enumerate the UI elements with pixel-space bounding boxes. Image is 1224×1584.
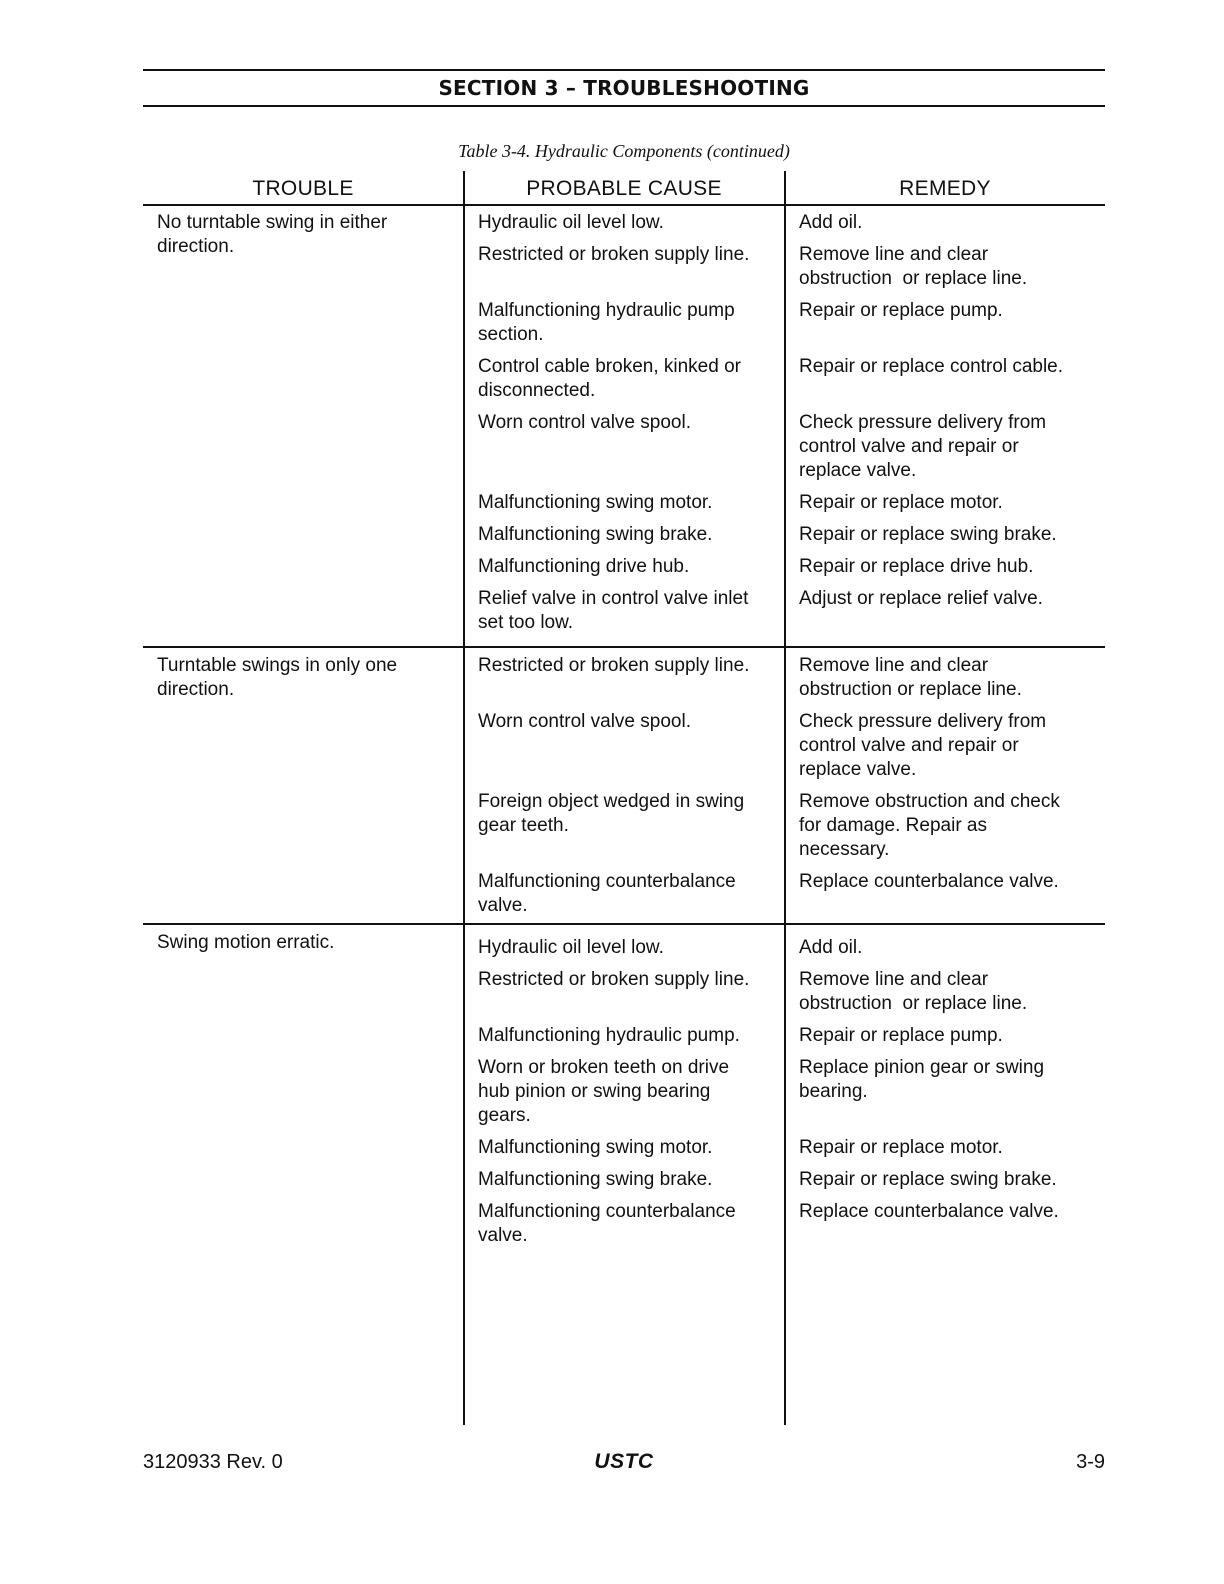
remedy-cell: Repair or replace motor. [799,1137,1003,1158]
table-header-rule [143,204,1105,206]
document-number: 3120933 Rev. 0 [143,1451,283,1473]
cause-cell: Hydraulic oil level low. [478,937,664,958]
cause-cell: Malfunctioning hydraulic pump. [478,1025,740,1046]
cause-cell: Malfunctioning counterbalance valve. [478,1201,736,1246]
cause-cell: Worn or broken teeth on drive hub pinion or swing bearing gears. [478,1057,730,1126]
cause-cell: Hydraulic oil level low. [478,212,664,233]
remedy-cell: Repair or replace pump. [799,300,1003,321]
header-top-rule [143,69,1105,71]
remedy-cell: Repair or replace swing brake. [799,1169,1057,1190]
remedy-cell: Repair or replace drive hub. [799,556,1034,577]
cause-cell: Malfunctioning counterbalance valve. [478,871,736,916]
trouble-cell: No turntable swing in either direction. [157,212,388,257]
column-divider [463,171,465,1425]
remedy-cell: Replace counterbalance valve. [799,1201,1059,1222]
cause-cell: Restricted or broken supply line. [478,244,750,265]
cause-cell: Restricted or broken supply line. [478,655,750,676]
column-header-trouble: TROUBLE [252,177,354,200]
remedy-cell: Check pressure delivery from control valve and repair or replace valve. [799,711,1047,780]
remedy-cell: Repair or replace swing brake. [799,524,1057,545]
column-divider [784,171,786,1425]
trouble-cell: Turntable swings in only one direction. [157,655,398,700]
remedy-cell: Remove obstruction and check for damage. Repair as necessary. [799,791,1060,860]
section-title: SECTION 3 – TROUBLESHOOTING [438,76,810,100]
cause-cell: Worn control valve spool. [478,711,691,732]
cause-cell: Malfunctioning swing motor. [478,1137,713,1158]
remedy-cell: Repair or replace motor. [799,492,1003,513]
trouble-cell: Swing motion erratic. [157,932,335,953]
remedy-cell: Add oil. [799,212,863,233]
group-divider [143,646,1105,648]
remedy-cell: Replace pinion gear or swing bearing. [799,1057,1045,1102]
group-divider [143,923,1105,925]
remedy-cell: Replace counterbalance valve. [799,871,1059,892]
brand-logo: USTC [594,1450,654,1473]
cause-cell: Malfunctioning swing brake. [478,524,713,545]
cause-cell: Foreign object wedged in swing gear teeth. [478,791,745,836]
remedy-cell: Check pressure delivery from control valve and repair or replace valve. [799,412,1047,481]
table-caption: Table 3-4. Hydraulic Components (continued) [458,141,790,161]
remedy-cell: Repair or replace pump. [799,1025,1003,1046]
page-number: 3-9 [1076,1451,1105,1473]
remedy-cell: Repair or replace control cable. [799,356,1064,377]
cause-cell: Restricted or broken supply line. [478,969,750,990]
remedy-cell: Add oil. [799,937,863,958]
cause-cell: Malfunctioning swing brake. [478,1169,713,1190]
remedy-cell: Remove line and clear obstruction or replace line. [799,655,1022,700]
column-header-probable-cause: PROBABLE CAUSE [526,177,722,200]
cause-cell: Relief valve in control valve inlet set too low. [478,588,749,633]
column-header-remedy: REMEDY [899,177,991,200]
cause-cell: Malfunctioning hydraulic pump section. [478,300,735,345]
cause-cell: Malfunctioning drive hub. [478,556,690,577]
header-bottom-rule [143,105,1105,107]
remedy-cell: Adjust or replace relief valve. [799,588,1043,609]
cause-cell: Control cable broken, kinked or disconnected. [478,356,741,401]
remedy-cell: Remove line and clear obstruction or replace line. [799,244,1028,289]
cause-cell: Malfunctioning swing motor. [478,492,713,513]
remedy-cell: Remove line and clear obstruction or replace line. [799,969,1028,1014]
cause-cell: Worn control valve spool. [478,412,691,433]
